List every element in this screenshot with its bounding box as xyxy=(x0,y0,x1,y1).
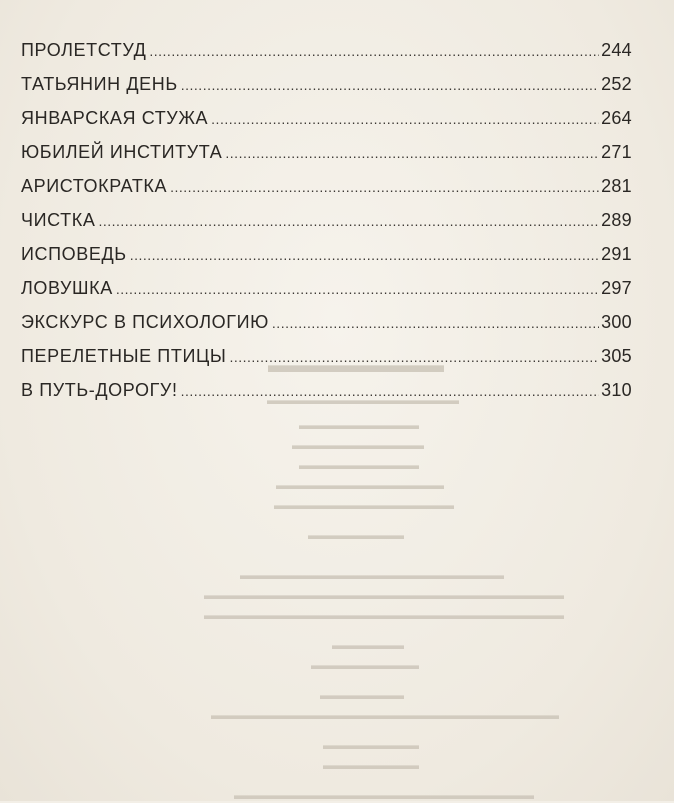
toc-entry-title: В ПУТЬ-ДОРОГУ! xyxy=(21,380,178,400)
toc-dot-leader xyxy=(225,145,599,161)
toc-entry-title: ЯНВАРСКАЯ СТУЖА xyxy=(21,108,209,128)
toc-entry xyxy=(21,244,632,278)
toc-dot-leader xyxy=(272,315,599,331)
toc-dot-leader xyxy=(181,77,599,93)
toc-entry xyxy=(21,312,632,346)
toc-entry-title: ПРОЛЕТСТУД xyxy=(21,40,147,60)
toc-entry xyxy=(21,380,632,414)
toc-entry xyxy=(21,210,632,244)
toc-dot-leader xyxy=(130,247,599,263)
toc-entry-title: ПЕРЕЛЕТНЫЕ ПТИЦЫ xyxy=(21,346,227,366)
toc-entry xyxy=(21,346,632,380)
toc-dot-leader xyxy=(211,111,599,127)
toc-entry-page: 297 xyxy=(601,278,632,298)
toc-dot-leader xyxy=(170,179,599,195)
toc-dot-leader xyxy=(98,213,599,229)
toc-entry xyxy=(21,142,632,176)
toc-entry xyxy=(21,108,632,142)
toc-entry-title: ЭКСКУРС В ПСИХОЛОГИЮ xyxy=(21,312,269,332)
toc-entry-page: 271 xyxy=(601,142,632,162)
toc-entry-page: 310 xyxy=(601,380,632,400)
toc-entry-title: ИСПОВЕДЬ xyxy=(21,244,127,264)
toc-dot-leader xyxy=(229,349,599,365)
toc-dot-leader xyxy=(116,281,599,297)
toc-entry-title: ЛОВУШКА xyxy=(21,278,113,298)
toc-entry xyxy=(21,278,632,312)
toc-entry-title: ТАТЬЯНИН ДЕНЬ xyxy=(21,74,178,94)
show-through-background: ▬▬▬▬▬▬▬▬ ▬▬▬▬▬▬▬▬▬▬▬▬▬▬▬▬ ▬▬▬▬▬▬▬▬▬▬ ▬▬▬▬▬▬▬▬▬▬▬ ▬▬▬▬▬▬▬▬▬▬ ▬▬▬▬▬▬▬▬▬▬▬▬▬▬ ▬▬▬▬▬▬▬▬▬▬▬▬▬▬▬ ▬▬▬▬▬▬▬▬ ▬▬▬▬▬▬▬▬▬▬▬▬▬▬▬▬▬▬▬▬▬▬ ▬▬▬▬▬▬▬▬▬▬▬▬▬▬▬▬▬▬▬▬▬▬▬▬▬▬▬▬▬▬ ▬▬▬▬▬▬▬▬▬▬▬▬▬▬▬▬▬▬▬▬▬▬▬▬▬▬▬▬▬▬ ▬▬▬▬▬▬ ▬▬▬▬▬▬▬▬▬ ▬▬▬▬▬▬▬ ▬▬▬▬▬▬▬▬▬▬▬▬▬▬▬▬▬▬▬▬▬▬▬▬▬▬▬▬▬ ▬▬▬▬▬▬▬▬ ▬▬▬▬▬▬▬▬ ▬▬▬▬▬▬▬▬▬▬▬▬▬▬▬▬▬▬▬▬▬▬▬▬▬ xyxy=(204,352,564,802)
toc-entry-page: 300 xyxy=(601,312,632,332)
toc-entry-page: 289 xyxy=(601,210,632,230)
toc-entry-page: 305 xyxy=(601,346,632,366)
toc-dot-leader xyxy=(181,383,599,399)
toc-dot-leader xyxy=(149,43,599,59)
toc-entry xyxy=(21,40,632,74)
toc-entry-title: ЧИСТКА xyxy=(21,210,96,230)
toc-entry-page: 291 xyxy=(601,244,632,264)
toc-entry-page: 281 xyxy=(601,176,632,196)
toc-entry xyxy=(21,176,632,210)
toc-entry xyxy=(21,74,632,108)
toc-entry-title: АРИСТОКРАТКА xyxy=(21,176,168,196)
toc-entry-page: 264 xyxy=(601,108,632,128)
toc-entry-page: 244 xyxy=(601,40,632,60)
table-of-contents xyxy=(21,40,632,414)
toc-entry-page: 252 xyxy=(601,74,632,94)
toc-entry-title: ЮБИЛЕЙ ИНСТИТУТА xyxy=(21,142,223,162)
